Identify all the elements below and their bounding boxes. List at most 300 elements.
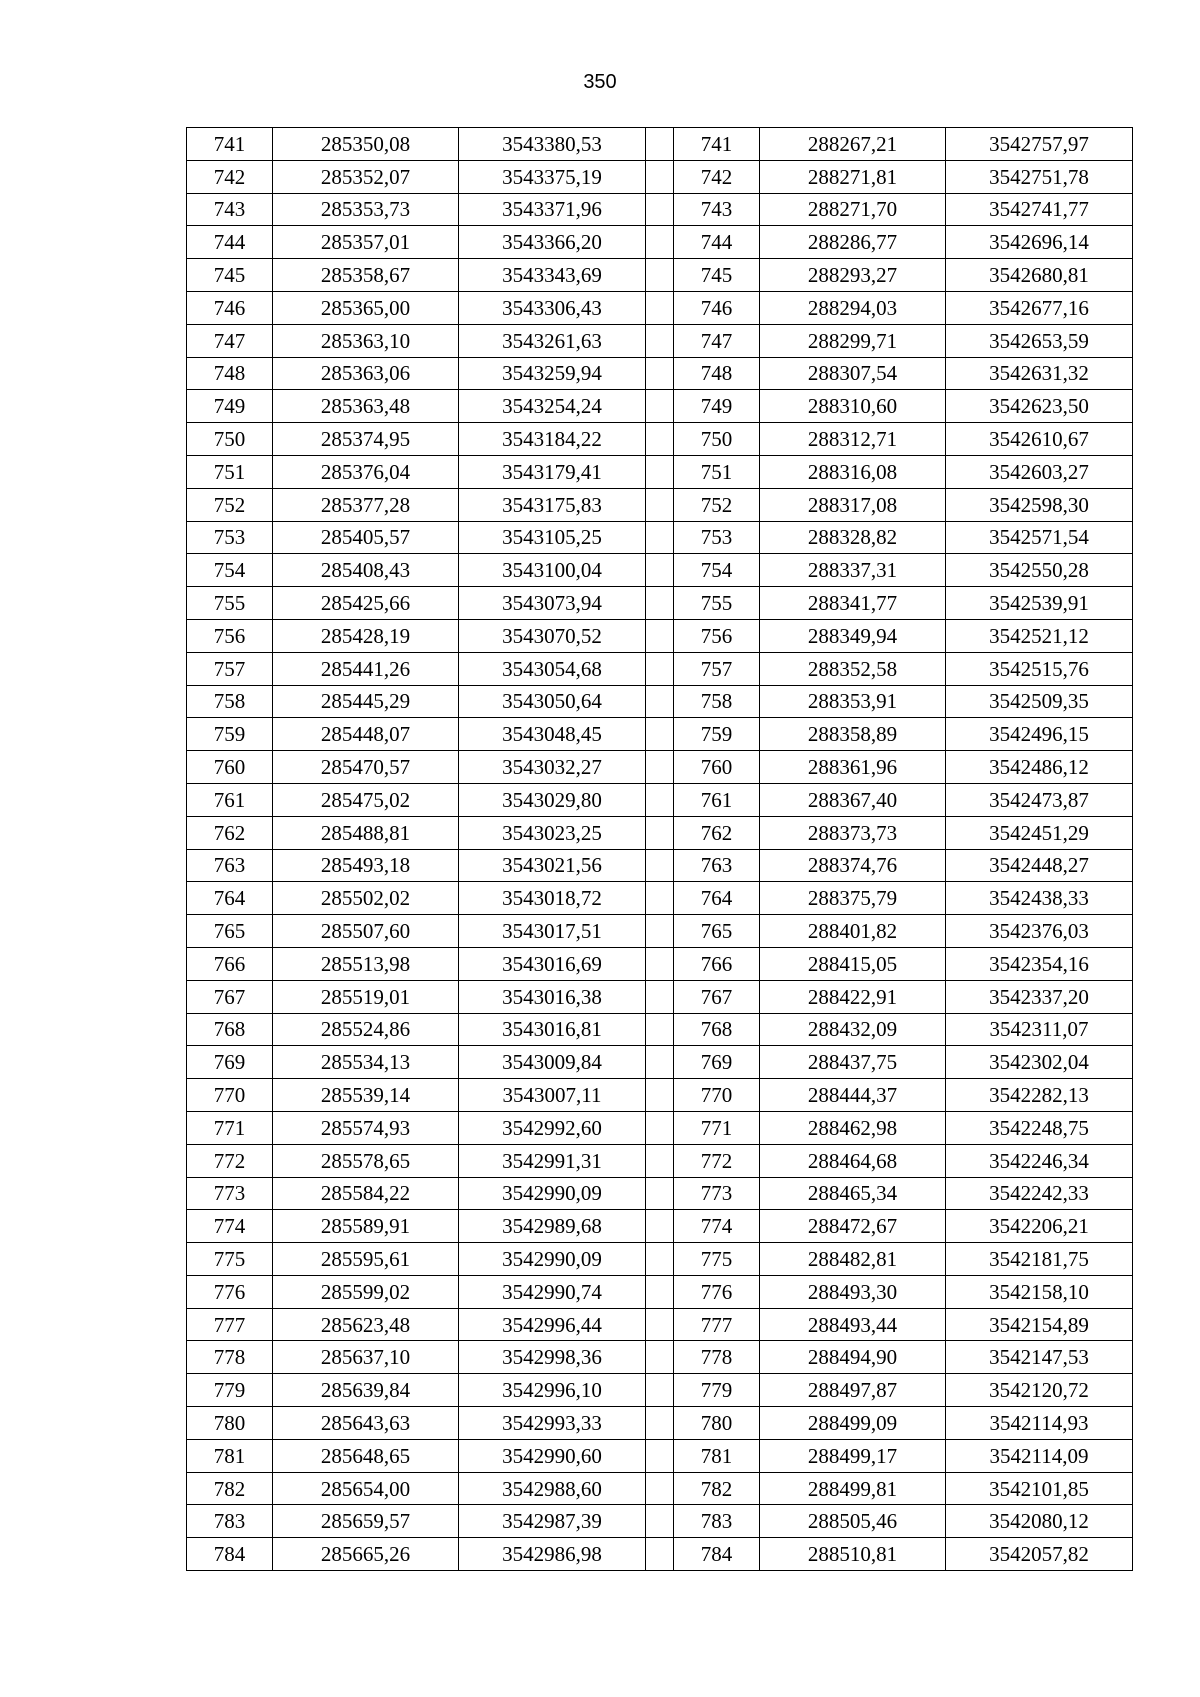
separator-cell bbox=[646, 1407, 674, 1440]
table-row bbox=[187, 259, 1133, 292]
left-x-coordinate-cell: 285488,81 bbox=[273, 816, 459, 849]
left-y-coordinate-cell: 3543007,11 bbox=[459, 1079, 646, 1112]
right-y-coordinate-cell: 3542376,03 bbox=[946, 915, 1133, 948]
left-y-coordinate-cell: 3543254,24 bbox=[459, 390, 646, 423]
left-x-coordinate-cell: 285534,13 bbox=[273, 1046, 459, 1079]
right-y-coordinate-cell: 3542302,04 bbox=[946, 1046, 1133, 1079]
left-point-number-cell: 753 bbox=[187, 521, 273, 554]
left-point-number-cell: 763 bbox=[187, 849, 273, 882]
right-point-number-cell: 743 bbox=[674, 193, 760, 226]
separator-cell bbox=[646, 357, 674, 390]
table-row bbox=[187, 1538, 1133, 1571]
left-y-coordinate-cell: 3543009,84 bbox=[459, 1046, 646, 1079]
table-row bbox=[187, 1243, 1133, 1276]
left-x-coordinate-cell: 285643,63 bbox=[273, 1407, 459, 1440]
left-x-coordinate-cell: 285376,04 bbox=[273, 455, 459, 488]
right-x-coordinate-cell: 288464,68 bbox=[760, 1144, 946, 1177]
left-point-number-cell: 741 bbox=[187, 128, 273, 161]
left-point-number-cell: 748 bbox=[187, 357, 273, 390]
separator-cell bbox=[646, 1079, 674, 1112]
left-point-number-cell: 755 bbox=[187, 587, 273, 620]
right-x-coordinate-cell: 288499,17 bbox=[760, 1439, 946, 1472]
separator-cell bbox=[646, 1275, 674, 1308]
right-point-number-cell: 782 bbox=[674, 1472, 760, 1505]
left-y-coordinate-cell: 3543371,96 bbox=[459, 193, 646, 226]
separator-cell bbox=[646, 1144, 674, 1177]
separator-cell bbox=[646, 554, 674, 587]
right-y-coordinate-cell: 3542757,97 bbox=[946, 128, 1133, 161]
right-y-coordinate-cell: 3542653,59 bbox=[946, 324, 1133, 357]
right-y-coordinate-cell: 3542509,35 bbox=[946, 685, 1133, 718]
separator-cell bbox=[646, 980, 674, 1013]
separator-cell bbox=[646, 160, 674, 193]
left-x-coordinate-cell: 285595,61 bbox=[273, 1243, 459, 1276]
right-x-coordinate-cell: 288293,27 bbox=[760, 259, 946, 292]
left-y-coordinate-cell: 3542988,60 bbox=[459, 1472, 646, 1505]
table-row bbox=[187, 587, 1133, 620]
left-x-coordinate-cell: 285648,65 bbox=[273, 1439, 459, 1472]
right-y-coordinate-cell: 3542539,91 bbox=[946, 587, 1133, 620]
left-x-coordinate-cell: 285377,28 bbox=[273, 488, 459, 521]
left-x-coordinate-cell: 285441,26 bbox=[273, 652, 459, 685]
left-x-coordinate-cell: 285524,86 bbox=[273, 1013, 459, 1046]
separator-cell bbox=[646, 1538, 674, 1571]
right-y-coordinate-cell: 3542080,12 bbox=[946, 1505, 1133, 1538]
right-y-coordinate-cell: 3542114,09 bbox=[946, 1439, 1133, 1472]
left-y-coordinate-cell: 3543366,20 bbox=[459, 226, 646, 259]
table-row bbox=[187, 160, 1133, 193]
table-row bbox=[187, 718, 1133, 751]
right-x-coordinate-cell: 288497,87 bbox=[760, 1374, 946, 1407]
right-point-number-cell: 769 bbox=[674, 1046, 760, 1079]
left-x-coordinate-cell: 285445,29 bbox=[273, 685, 459, 718]
left-y-coordinate-cell: 3543073,94 bbox=[459, 587, 646, 620]
right-y-coordinate-cell: 3542473,87 bbox=[946, 783, 1133, 816]
separator-cell bbox=[646, 1046, 674, 1079]
right-point-number-cell: 780 bbox=[674, 1407, 760, 1440]
separator-cell bbox=[646, 226, 674, 259]
left-point-number-cell: 760 bbox=[187, 751, 273, 784]
separator-cell bbox=[646, 882, 674, 915]
right-y-coordinate-cell: 3542451,29 bbox=[946, 816, 1133, 849]
coordinates-table bbox=[186, 127, 1133, 1571]
separator-cell bbox=[646, 685, 674, 718]
table-row bbox=[187, 1177, 1133, 1210]
left-point-number-cell: 768 bbox=[187, 1013, 273, 1046]
right-y-coordinate-cell: 3542438,33 bbox=[946, 882, 1133, 915]
right-x-coordinate-cell: 288353,91 bbox=[760, 685, 946, 718]
right-point-number-cell: 761 bbox=[674, 783, 760, 816]
left-x-coordinate-cell: 285539,14 bbox=[273, 1079, 459, 1112]
table-row bbox=[187, 947, 1133, 980]
right-point-number-cell: 742 bbox=[674, 160, 760, 193]
right-point-number-cell: 779 bbox=[674, 1374, 760, 1407]
separator-cell bbox=[646, 1505, 674, 1538]
table-row bbox=[187, 619, 1133, 652]
right-point-number-cell: 778 bbox=[674, 1341, 760, 1374]
left-x-coordinate-cell: 285357,01 bbox=[273, 226, 459, 259]
left-x-coordinate-cell: 285519,01 bbox=[273, 980, 459, 1013]
separator-cell bbox=[646, 521, 674, 554]
right-point-number-cell: 766 bbox=[674, 947, 760, 980]
right-x-coordinate-cell: 288472,67 bbox=[760, 1210, 946, 1243]
right-point-number-cell: 771 bbox=[674, 1111, 760, 1144]
left-point-number-cell: 756 bbox=[187, 619, 273, 652]
table-row bbox=[187, 1275, 1133, 1308]
right-x-coordinate-cell: 288375,79 bbox=[760, 882, 946, 915]
separator-cell bbox=[646, 1177, 674, 1210]
right-y-coordinate-cell: 3542631,32 bbox=[946, 357, 1133, 390]
left-point-number-cell: 750 bbox=[187, 423, 273, 456]
right-y-coordinate-cell: 3542610,67 bbox=[946, 423, 1133, 456]
right-point-number-cell: 770 bbox=[674, 1079, 760, 1112]
table-row bbox=[187, 455, 1133, 488]
right-y-coordinate-cell: 3542515,76 bbox=[946, 652, 1133, 685]
right-point-number-cell: 768 bbox=[674, 1013, 760, 1046]
coordinates-table-body bbox=[187, 128, 1133, 1571]
right-x-coordinate-cell: 288312,71 bbox=[760, 423, 946, 456]
left-point-number-cell: 751 bbox=[187, 455, 273, 488]
separator-cell bbox=[646, 324, 674, 357]
table-row bbox=[187, 849, 1133, 882]
left-y-coordinate-cell: 3543070,52 bbox=[459, 619, 646, 652]
left-x-coordinate-cell: 285578,65 bbox=[273, 1144, 459, 1177]
table-row bbox=[187, 816, 1133, 849]
right-x-coordinate-cell: 288341,77 bbox=[760, 587, 946, 620]
left-y-coordinate-cell: 3542990,09 bbox=[459, 1243, 646, 1276]
right-x-coordinate-cell: 288367,40 bbox=[760, 783, 946, 816]
left-point-number-cell: 767 bbox=[187, 980, 273, 1013]
left-y-coordinate-cell: 3542992,60 bbox=[459, 1111, 646, 1144]
right-y-coordinate-cell: 3542337,20 bbox=[946, 980, 1133, 1013]
right-x-coordinate-cell: 288444,37 bbox=[760, 1079, 946, 1112]
left-y-coordinate-cell: 3543023,25 bbox=[459, 816, 646, 849]
left-y-coordinate-cell: 3543306,43 bbox=[459, 291, 646, 324]
right-x-coordinate-cell: 288317,08 bbox=[760, 488, 946, 521]
left-y-coordinate-cell: 3543375,19 bbox=[459, 160, 646, 193]
right-point-number-cell: 753 bbox=[674, 521, 760, 554]
left-x-coordinate-cell: 285665,26 bbox=[273, 1538, 459, 1571]
left-y-coordinate-cell: 3542989,68 bbox=[459, 1210, 646, 1243]
right-x-coordinate-cell: 288316,08 bbox=[760, 455, 946, 488]
right-point-number-cell: 754 bbox=[674, 554, 760, 587]
right-x-coordinate-cell: 288482,81 bbox=[760, 1243, 946, 1276]
left-x-coordinate-cell: 285448,07 bbox=[273, 718, 459, 751]
left-y-coordinate-cell: 3543179,41 bbox=[459, 455, 646, 488]
right-y-coordinate-cell: 3542486,12 bbox=[946, 751, 1133, 784]
right-y-coordinate-cell: 3542246,34 bbox=[946, 1144, 1133, 1177]
table-row bbox=[187, 980, 1133, 1013]
right-x-coordinate-cell: 288462,98 bbox=[760, 1111, 946, 1144]
right-x-coordinate-cell: 288510,81 bbox=[760, 1538, 946, 1571]
left-point-number-cell: 766 bbox=[187, 947, 273, 980]
left-x-coordinate-cell: 285574,93 bbox=[273, 1111, 459, 1144]
right-point-number-cell: 750 bbox=[674, 423, 760, 456]
left-y-coordinate-cell: 3542986,98 bbox=[459, 1538, 646, 1571]
left-x-coordinate-cell: 285353,73 bbox=[273, 193, 459, 226]
left-x-coordinate-cell: 285507,60 bbox=[273, 915, 459, 948]
left-y-coordinate-cell: 3543032,27 bbox=[459, 751, 646, 784]
left-point-number-cell: 759 bbox=[187, 718, 273, 751]
table-row bbox=[187, 1013, 1133, 1046]
table-row bbox=[187, 1111, 1133, 1144]
table-row bbox=[187, 488, 1133, 521]
right-point-number-cell: 751 bbox=[674, 455, 760, 488]
right-y-coordinate-cell: 3542248,75 bbox=[946, 1111, 1133, 1144]
right-point-number-cell: 758 bbox=[674, 685, 760, 718]
left-point-number-cell: 757 bbox=[187, 652, 273, 685]
left-y-coordinate-cell: 3543017,51 bbox=[459, 915, 646, 948]
left-x-coordinate-cell: 285589,91 bbox=[273, 1210, 459, 1243]
left-point-number-cell: 773 bbox=[187, 1177, 273, 1210]
right-point-number-cell: 781 bbox=[674, 1439, 760, 1472]
right-point-number-cell: 757 bbox=[674, 652, 760, 685]
separator-cell bbox=[646, 390, 674, 423]
left-point-number-cell: 781 bbox=[187, 1439, 273, 1472]
left-x-coordinate-cell: 285639,84 bbox=[273, 1374, 459, 1407]
right-x-coordinate-cell: 288294,03 bbox=[760, 291, 946, 324]
right-x-coordinate-cell: 288352,58 bbox=[760, 652, 946, 685]
separator-cell bbox=[646, 718, 674, 751]
table-row bbox=[187, 1046, 1133, 1079]
right-y-coordinate-cell: 3542623,50 bbox=[946, 390, 1133, 423]
table-row bbox=[187, 685, 1133, 718]
left-x-coordinate-cell: 285623,48 bbox=[273, 1308, 459, 1341]
left-x-coordinate-cell: 285599,02 bbox=[273, 1275, 459, 1308]
right-y-coordinate-cell: 3542680,81 bbox=[946, 259, 1133, 292]
left-x-coordinate-cell: 285408,43 bbox=[273, 554, 459, 587]
right-point-number-cell: 772 bbox=[674, 1144, 760, 1177]
left-point-number-cell: 772 bbox=[187, 1144, 273, 1177]
table-row bbox=[187, 1439, 1133, 1472]
separator-cell bbox=[646, 193, 674, 226]
right-y-coordinate-cell: 3542242,33 bbox=[946, 1177, 1133, 1210]
table-row bbox=[187, 1308, 1133, 1341]
left-point-number-cell: 779 bbox=[187, 1374, 273, 1407]
separator-cell bbox=[646, 947, 674, 980]
left-point-number-cell: 758 bbox=[187, 685, 273, 718]
right-point-number-cell: 741 bbox=[674, 128, 760, 161]
right-x-coordinate-cell: 288432,09 bbox=[760, 1013, 946, 1046]
right-point-number-cell: 765 bbox=[674, 915, 760, 948]
table-row bbox=[187, 1407, 1133, 1440]
left-point-number-cell: 782 bbox=[187, 1472, 273, 1505]
left-x-coordinate-cell: 285470,57 bbox=[273, 751, 459, 784]
left-y-coordinate-cell: 3542998,36 bbox=[459, 1341, 646, 1374]
right-y-coordinate-cell: 3542158,10 bbox=[946, 1275, 1133, 1308]
right-y-coordinate-cell: 3542751,78 bbox=[946, 160, 1133, 193]
separator-cell bbox=[646, 751, 674, 784]
table-row bbox=[187, 652, 1133, 685]
right-x-coordinate-cell: 288499,09 bbox=[760, 1407, 946, 1440]
right-point-number-cell: 749 bbox=[674, 390, 760, 423]
table-row bbox=[187, 1374, 1133, 1407]
right-point-number-cell: 763 bbox=[674, 849, 760, 882]
right-point-number-cell: 762 bbox=[674, 816, 760, 849]
separator-cell bbox=[646, 915, 674, 948]
right-point-number-cell: 764 bbox=[674, 882, 760, 915]
right-x-coordinate-cell: 288505,46 bbox=[760, 1505, 946, 1538]
right-y-coordinate-cell: 3542282,13 bbox=[946, 1079, 1133, 1112]
left-x-coordinate-cell: 285365,00 bbox=[273, 291, 459, 324]
left-point-number-cell: 783 bbox=[187, 1505, 273, 1538]
right-point-number-cell: 746 bbox=[674, 291, 760, 324]
right-y-coordinate-cell: 3542120,72 bbox=[946, 1374, 1133, 1407]
separator-cell bbox=[646, 1210, 674, 1243]
left-y-coordinate-cell: 3543050,64 bbox=[459, 685, 646, 718]
separator-cell bbox=[646, 1111, 674, 1144]
left-point-number-cell: 764 bbox=[187, 882, 273, 915]
right-x-coordinate-cell: 288415,05 bbox=[760, 947, 946, 980]
left-x-coordinate-cell: 285350,08 bbox=[273, 128, 459, 161]
left-point-number-cell: 747 bbox=[187, 324, 273, 357]
separator-cell bbox=[646, 849, 674, 882]
left-point-number-cell: 746 bbox=[187, 291, 273, 324]
separator-cell bbox=[646, 128, 674, 161]
right-x-coordinate-cell: 288494,90 bbox=[760, 1341, 946, 1374]
table-row bbox=[187, 882, 1133, 915]
separator-cell bbox=[646, 816, 674, 849]
table-row bbox=[187, 193, 1133, 226]
separator-cell bbox=[646, 291, 674, 324]
right-x-coordinate-cell: 288299,71 bbox=[760, 324, 946, 357]
table-row bbox=[187, 357, 1133, 390]
left-point-number-cell: 778 bbox=[187, 1341, 273, 1374]
table-row bbox=[187, 324, 1133, 357]
right-y-coordinate-cell: 3542354,16 bbox=[946, 947, 1133, 980]
left-point-number-cell: 776 bbox=[187, 1275, 273, 1308]
left-point-number-cell: 752 bbox=[187, 488, 273, 521]
left-y-coordinate-cell: 3543343,69 bbox=[459, 259, 646, 292]
left-x-coordinate-cell: 285405,57 bbox=[273, 521, 459, 554]
left-y-coordinate-cell: 3543259,94 bbox=[459, 357, 646, 390]
left-y-coordinate-cell: 3542991,31 bbox=[459, 1144, 646, 1177]
left-x-coordinate-cell: 285502,02 bbox=[273, 882, 459, 915]
right-point-number-cell: 752 bbox=[674, 488, 760, 521]
right-y-coordinate-cell: 3542206,21 bbox=[946, 1210, 1133, 1243]
left-y-coordinate-cell: 3542990,74 bbox=[459, 1275, 646, 1308]
table-row bbox=[187, 915, 1133, 948]
right-x-coordinate-cell: 288465,34 bbox=[760, 1177, 946, 1210]
table-row bbox=[187, 291, 1133, 324]
right-y-coordinate-cell: 3542521,12 bbox=[946, 619, 1133, 652]
left-x-coordinate-cell: 285493,18 bbox=[273, 849, 459, 882]
left-y-coordinate-cell: 3543016,69 bbox=[459, 947, 646, 980]
right-y-coordinate-cell: 3542114,93 bbox=[946, 1407, 1133, 1440]
left-x-coordinate-cell: 285475,02 bbox=[273, 783, 459, 816]
left-point-number-cell: 771 bbox=[187, 1111, 273, 1144]
right-y-coordinate-cell: 3542598,30 bbox=[946, 488, 1133, 521]
left-point-number-cell: 761 bbox=[187, 783, 273, 816]
left-point-number-cell: 780 bbox=[187, 1407, 273, 1440]
right-y-coordinate-cell: 3542448,27 bbox=[946, 849, 1133, 882]
right-point-number-cell: 774 bbox=[674, 1210, 760, 1243]
left-y-coordinate-cell: 3543175,83 bbox=[459, 488, 646, 521]
right-y-coordinate-cell: 3542696,14 bbox=[946, 226, 1133, 259]
left-y-coordinate-cell: 3542990,60 bbox=[459, 1439, 646, 1472]
left-x-coordinate-cell: 285428,19 bbox=[273, 619, 459, 652]
right-x-coordinate-cell: 288286,77 bbox=[760, 226, 946, 259]
right-y-coordinate-cell: 3542154,89 bbox=[946, 1308, 1133, 1341]
right-x-coordinate-cell: 288328,82 bbox=[760, 521, 946, 554]
left-y-coordinate-cell: 3543016,38 bbox=[459, 980, 646, 1013]
separator-cell bbox=[646, 1439, 674, 1472]
right-y-coordinate-cell: 3542181,75 bbox=[946, 1243, 1133, 1276]
right-x-coordinate-cell: 288493,44 bbox=[760, 1308, 946, 1341]
right-x-coordinate-cell: 288271,81 bbox=[760, 160, 946, 193]
right-point-number-cell: 755 bbox=[674, 587, 760, 620]
left-y-coordinate-cell: 3542996,44 bbox=[459, 1308, 646, 1341]
right-y-coordinate-cell: 3542677,16 bbox=[946, 291, 1133, 324]
right-point-number-cell: 745 bbox=[674, 259, 760, 292]
right-x-coordinate-cell: 288401,82 bbox=[760, 915, 946, 948]
right-point-number-cell: 759 bbox=[674, 718, 760, 751]
table-row bbox=[187, 1079, 1133, 1112]
left-x-coordinate-cell: 285637,10 bbox=[273, 1341, 459, 1374]
left-x-coordinate-cell: 285363,48 bbox=[273, 390, 459, 423]
separator-cell bbox=[646, 1472, 674, 1505]
right-y-coordinate-cell: 3542496,15 bbox=[946, 718, 1133, 751]
separator-cell bbox=[646, 1243, 674, 1276]
table-row bbox=[187, 554, 1133, 587]
separator-cell bbox=[646, 652, 674, 685]
table-row bbox=[187, 226, 1133, 259]
right-point-number-cell: 747 bbox=[674, 324, 760, 357]
separator-cell bbox=[646, 259, 674, 292]
table-row bbox=[187, 1210, 1133, 1243]
left-point-number-cell: 749 bbox=[187, 390, 273, 423]
left-point-number-cell: 743 bbox=[187, 193, 273, 226]
left-point-number-cell: 774 bbox=[187, 1210, 273, 1243]
right-point-number-cell: 744 bbox=[674, 226, 760, 259]
separator-cell bbox=[646, 619, 674, 652]
right-x-coordinate-cell: 288437,75 bbox=[760, 1046, 946, 1079]
right-y-coordinate-cell: 3542571,54 bbox=[946, 521, 1133, 554]
right-point-number-cell: 777 bbox=[674, 1308, 760, 1341]
left-y-coordinate-cell: 3543261,63 bbox=[459, 324, 646, 357]
left-x-coordinate-cell: 285352,07 bbox=[273, 160, 459, 193]
separator-cell bbox=[646, 783, 674, 816]
left-x-coordinate-cell: 285513,98 bbox=[273, 947, 459, 980]
right-point-number-cell: 783 bbox=[674, 1505, 760, 1538]
left-x-coordinate-cell: 285374,95 bbox=[273, 423, 459, 456]
right-x-coordinate-cell: 288358,89 bbox=[760, 718, 946, 751]
left-point-number-cell: 775 bbox=[187, 1243, 273, 1276]
left-point-number-cell: 745 bbox=[187, 259, 273, 292]
left-y-coordinate-cell: 3542996,10 bbox=[459, 1374, 646, 1407]
right-y-coordinate-cell: 3542311,07 bbox=[946, 1013, 1133, 1046]
right-y-coordinate-cell: 3542147,53 bbox=[946, 1341, 1133, 1374]
left-y-coordinate-cell: 3543018,72 bbox=[459, 882, 646, 915]
table-row bbox=[187, 1144, 1133, 1177]
separator-cell bbox=[646, 423, 674, 456]
right-x-coordinate-cell: 288337,31 bbox=[760, 554, 946, 587]
right-y-coordinate-cell: 3542741,77 bbox=[946, 193, 1133, 226]
right-x-coordinate-cell: 288310,60 bbox=[760, 390, 946, 423]
left-point-number-cell: 777 bbox=[187, 1308, 273, 1341]
right-point-number-cell: 784 bbox=[674, 1538, 760, 1571]
table-row bbox=[187, 128, 1133, 161]
left-x-coordinate-cell: 285358,67 bbox=[273, 259, 459, 292]
right-y-coordinate-cell: 3542101,85 bbox=[946, 1472, 1133, 1505]
table-row bbox=[187, 1472, 1133, 1505]
left-point-number-cell: 769 bbox=[187, 1046, 273, 1079]
separator-cell bbox=[646, 1308, 674, 1341]
table-row bbox=[187, 751, 1133, 784]
left-x-coordinate-cell: 285654,00 bbox=[273, 1472, 459, 1505]
right-point-number-cell: 776 bbox=[674, 1275, 760, 1308]
left-point-number-cell: 762 bbox=[187, 816, 273, 849]
